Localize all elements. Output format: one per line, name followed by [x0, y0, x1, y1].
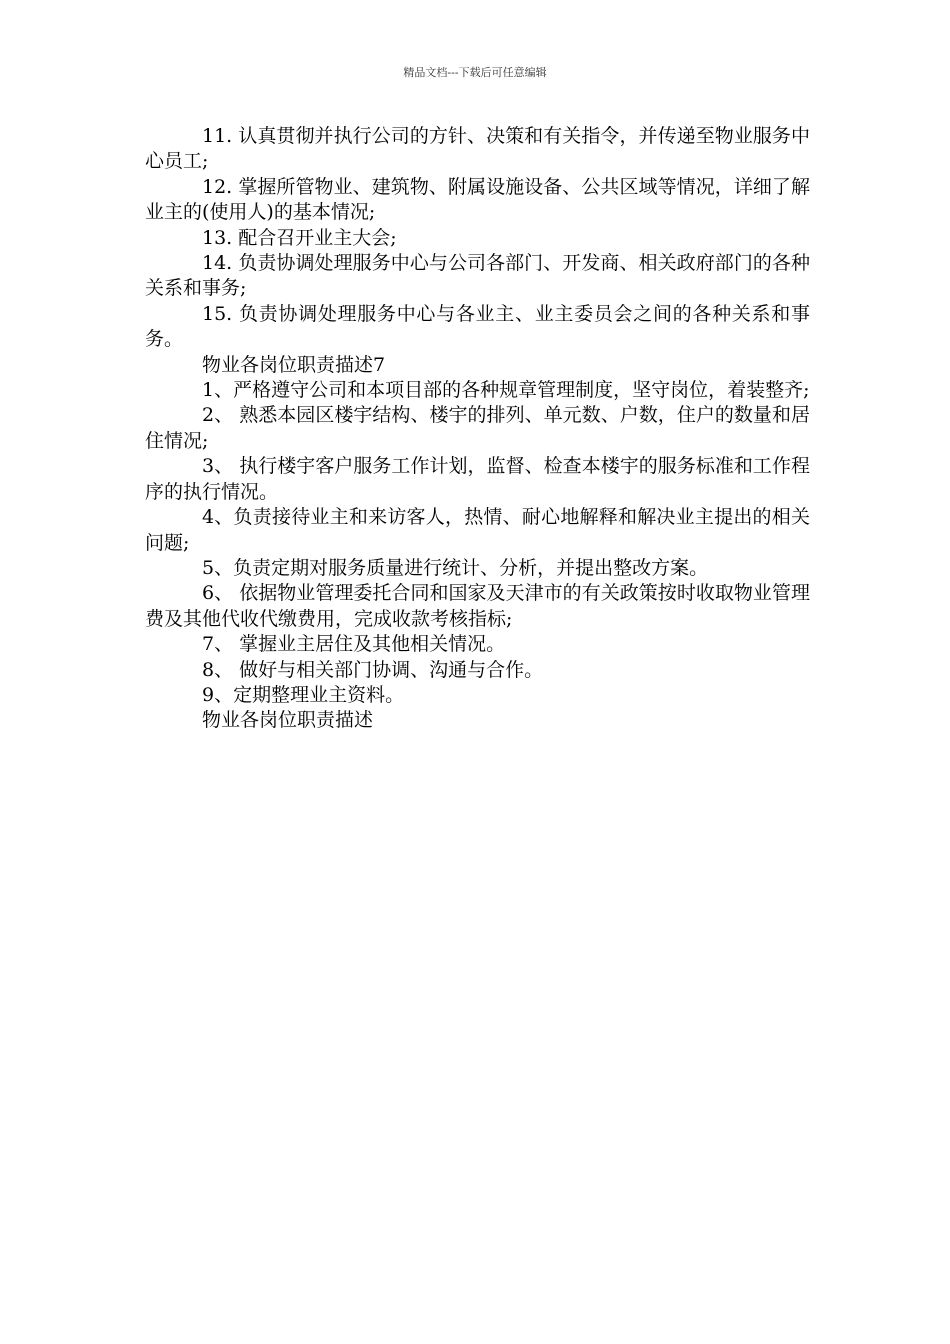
duty-item-2: 2、 熟悉本园区楼宇结构、楼宇的排列、单元数、户数，住户的数量和居住情况; [145, 404, 810, 452]
paragraph-item-11: 11. 认真贯彻并执行公司的方针、决策和有关指令，并传递至物业服务中心员工; [145, 125, 810, 173]
duty-item-8: 8、 做好与相关部门协调、沟通与合作。 [202, 658, 544, 681]
paragraph-item-14: 14. 负责协调处理服务中心与公司各部门、开发商、相关政府部门的各种关系和事务; [145, 252, 810, 300]
duty-item-4: 4、负责接待业主和来访客人，热情、耐心地解释和解决业主提出的相关问题; [145, 506, 810, 554]
paragraph-item-15: 15. 负责协调处理服务中心与各业主、业主委员会之间的各种关系和事务。 [145, 302, 810, 351]
duty-item-1: 1、严格遵守公司和本项目部的各种规章管理制度，坚守岗位，着装整齐; [202, 379, 810, 402]
document-body [145, 124, 810, 734]
duty-item-6: 6、 依据物业管理委托合同和国家及天津市的有关政策按时收取物业管理费及其他代收代缴费用，完成收款考核指标; [145, 582, 810, 630]
section-heading-next: 物业各岗位职责描述 [202, 709, 374, 732]
duty-item-3: 3、 执行楼宇客户服务工作计划，监督、检查本楼宇的服务标准和工作程序的执行情况。 [145, 455, 810, 503]
duty-item-7: 7、 掌握业主居住及其他相关情况。 [202, 633, 506, 656]
section-heading-7: 物业各岗位职责描述7 [202, 353, 386, 376]
page-header: 精品文档---下载后可任意编辑 [403, 66, 547, 79]
duty-item-9: 9、定期整理业主资料。 [202, 683, 405, 706]
paragraph-item-13: 13. 配合召开业主大会; [202, 226, 397, 249]
paragraph-item-12: 12. 掌握所管物业、建筑物、附属设施设备、公共区域等情况，详细了解业主的(使用人)的基本情况; [145, 175, 810, 224]
duty-item-5: 5、负责定期对服务质量进行统计、分析，并提出整改方案。 [202, 556, 709, 579]
